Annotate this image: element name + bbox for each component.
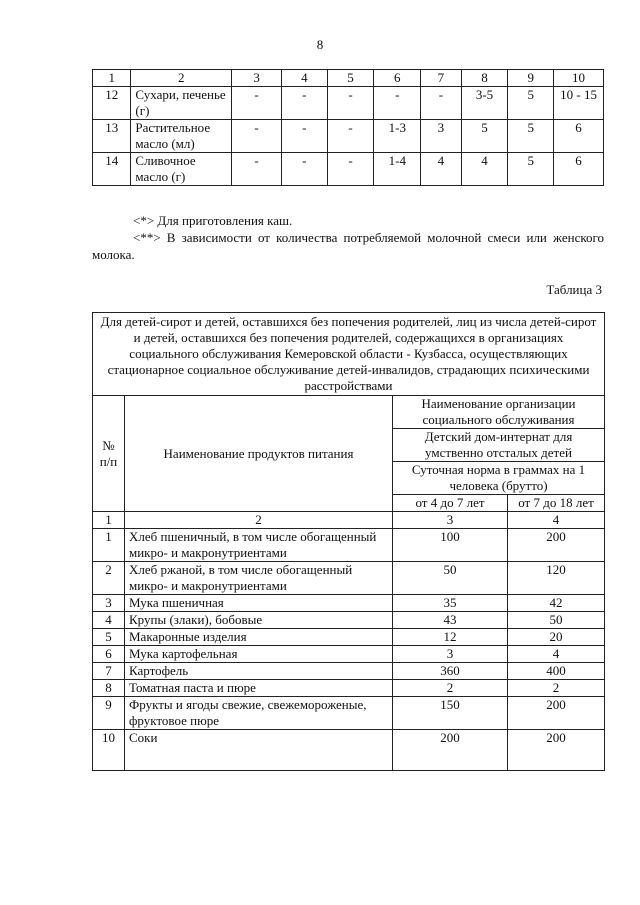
norm-7-18: 200 — [508, 697, 605, 730]
product-name: Соки — [125, 730, 393, 771]
norm-7-18: 2 — [508, 680, 605, 697]
table-header-row — [93, 70, 604, 87]
row-number: 12 — [93, 87, 131, 120]
index-cell: 4 — [508, 512, 605, 529]
norm-4-7: 50 — [393, 562, 508, 595]
header-cell: 3 — [232, 70, 282, 87]
norm-4-7: 360 — [393, 663, 508, 680]
row-number: 8 — [93, 680, 125, 697]
table-row — [93, 646, 605, 663]
value-cell: 6 — [554, 153, 604, 186]
row-number: 9 — [93, 697, 125, 730]
table-row — [93, 153, 604, 186]
product-name: Томатная паста и пюре — [125, 680, 393, 697]
table-row — [93, 87, 604, 120]
index-cell: 3 — [393, 512, 508, 529]
value-cell: 5 — [461, 120, 508, 153]
value-cell: 5 — [508, 153, 554, 186]
org-header: Наименование организации социального обслуживания — [393, 396, 605, 429]
norm-7-18: 4 — [508, 646, 605, 663]
value-cell: - — [327, 120, 374, 153]
row-number: 5 — [93, 629, 125, 646]
row-number: 13 — [93, 120, 131, 153]
norm-4-7: 3 — [393, 646, 508, 663]
row-number: 7 — [93, 663, 125, 680]
product-name: Макаронные изделия — [125, 629, 393, 646]
value-cell: 10 - 15 — [554, 87, 604, 120]
header-cell: 6 — [374, 70, 421, 87]
footnote-milk-formula: <**> В зависимости от количества потребляемой молочной смеси или женского молока. — [92, 230, 604, 262]
norm-4-7: 100 — [393, 529, 508, 562]
value-cell: - — [232, 120, 282, 153]
header-cell: 9 — [508, 70, 554, 87]
norm-7-18: 50 — [508, 612, 605, 629]
col-header-number: № п/п — [93, 396, 125, 512]
row-number: 3 — [93, 595, 125, 612]
norm-4-7: 150 — [393, 697, 508, 730]
norm-4-7: 35 — [393, 595, 508, 612]
norm-4-7: 12 — [393, 629, 508, 646]
norm-7-18: 20 — [508, 629, 605, 646]
value-cell: - — [374, 87, 421, 120]
value-cell: - — [282, 87, 328, 120]
value-cell: 1-4 — [374, 153, 421, 186]
product-name: Хлеб ржаной, в том числе обогащенный микро- и макронутриентами — [125, 562, 393, 595]
norm-7-18: 120 — [508, 562, 605, 595]
row-number: 2 — [93, 562, 125, 595]
value-cell: - — [232, 87, 282, 120]
header-cell: 2 — [131, 70, 232, 87]
row-number: 1 — [93, 529, 125, 562]
daily-norm-header: Суточная норма в граммах на 1 человека (брутто) — [393, 462, 605, 495]
product-name: Картофель — [125, 663, 393, 680]
table-label: Таблица 3 — [546, 282, 602, 297]
value-cell: 4 — [421, 153, 462, 186]
table-row — [93, 529, 605, 562]
col-header-product-name: Наименование продуктов питания — [125, 396, 393, 512]
product-name: Крупы (злаки), бобовые — [125, 612, 393, 629]
value-cell: 5 — [508, 87, 554, 120]
product-name: Сливочное масло (г) — [131, 153, 232, 186]
product-name: Хлеб пшеничный, в том числе обогащенный микро- и макронутриентами — [125, 529, 393, 562]
table-row — [93, 730, 605, 771]
value-cell: - — [282, 120, 328, 153]
value-cell: 1-3 — [374, 120, 421, 153]
header-cell: 8 — [461, 70, 508, 87]
org-name: Детский дом-интернат для умственно отсталых детей — [393, 429, 605, 462]
table-row — [93, 120, 604, 153]
norm-7-18: 400 — [508, 663, 605, 680]
table-row — [93, 629, 605, 646]
table-row — [93, 612, 605, 629]
table-caption: Для детей-сирот и детей, оставшихся без попечения родителей, лиц из числа детей-сирот и детей, оставшихся без попечения родителей, содержащихся в организациях социального обслуживания Кемеровской области - Кузбасса, осуществляющих стационарное социальное обслуживание детей-инвалидов, страдающих психическими расстройствами — [93, 313, 605, 396]
header-cell: 10 — [554, 70, 604, 87]
footnote-porridge: <*> Для приготовления каш. — [133, 213, 293, 228]
page-number: 8 — [316, 37, 324, 52]
norm-4-7: 43 — [393, 612, 508, 629]
product-name: Сухари, печенье (г) — [131, 87, 232, 120]
row-number: 4 — [93, 612, 125, 629]
norm-4-7: 2 — [393, 680, 508, 697]
norm-7-18: 200 — [508, 529, 605, 562]
header-cell: 7 — [421, 70, 462, 87]
header-cell: 5 — [327, 70, 374, 87]
value-cell: - — [282, 153, 328, 186]
table-row — [93, 562, 605, 595]
product-name: Мука картофельная — [125, 646, 393, 663]
value-cell: 6 — [554, 120, 604, 153]
product-name: Растительное масло (мл) — [131, 120, 232, 153]
value-cell: 5 — [508, 120, 554, 153]
age-group-4-7: от 4 до 7 лет — [393, 495, 508, 512]
norm-4-7: 200 — [393, 730, 508, 771]
norm-7-18: 200 — [508, 730, 605, 771]
value-cell: 3-5 — [461, 87, 508, 120]
value-cell: - — [327, 87, 374, 120]
value-cell: - — [232, 153, 282, 186]
food-norms-table — [92, 312, 605, 771]
table-caption-row — [93, 313, 605, 396]
index-cell: 2 — [125, 512, 393, 529]
row-number: 14 — [93, 153, 131, 186]
value-cell: - — [327, 153, 374, 186]
continued-nutrition-table — [92, 69, 604, 186]
age-group-7-18: от 7 до 18 лет — [508, 495, 605, 512]
table-row — [93, 680, 605, 697]
value-cell: 4 — [461, 153, 508, 186]
table-row — [93, 595, 605, 612]
norm-7-18: 42 — [508, 595, 605, 612]
row-number: 10 — [93, 730, 125, 771]
table-row — [93, 697, 605, 730]
product-name: Фрукты и ягоды свежие, свежемороженые, фруктовое пюре — [125, 697, 393, 730]
product-name: Мука пшеничная — [125, 595, 393, 612]
table-header-row — [93, 396, 605, 429]
value-cell: 3 — [421, 120, 462, 153]
index-cell: 1 — [93, 512, 125, 529]
column-index-row — [93, 512, 605, 529]
value-cell: - — [421, 87, 462, 120]
table-row — [93, 663, 605, 680]
row-number: 6 — [93, 646, 125, 663]
header-cell: 4 — [282, 70, 328, 87]
header-cell: 1 — [93, 70, 131, 87]
